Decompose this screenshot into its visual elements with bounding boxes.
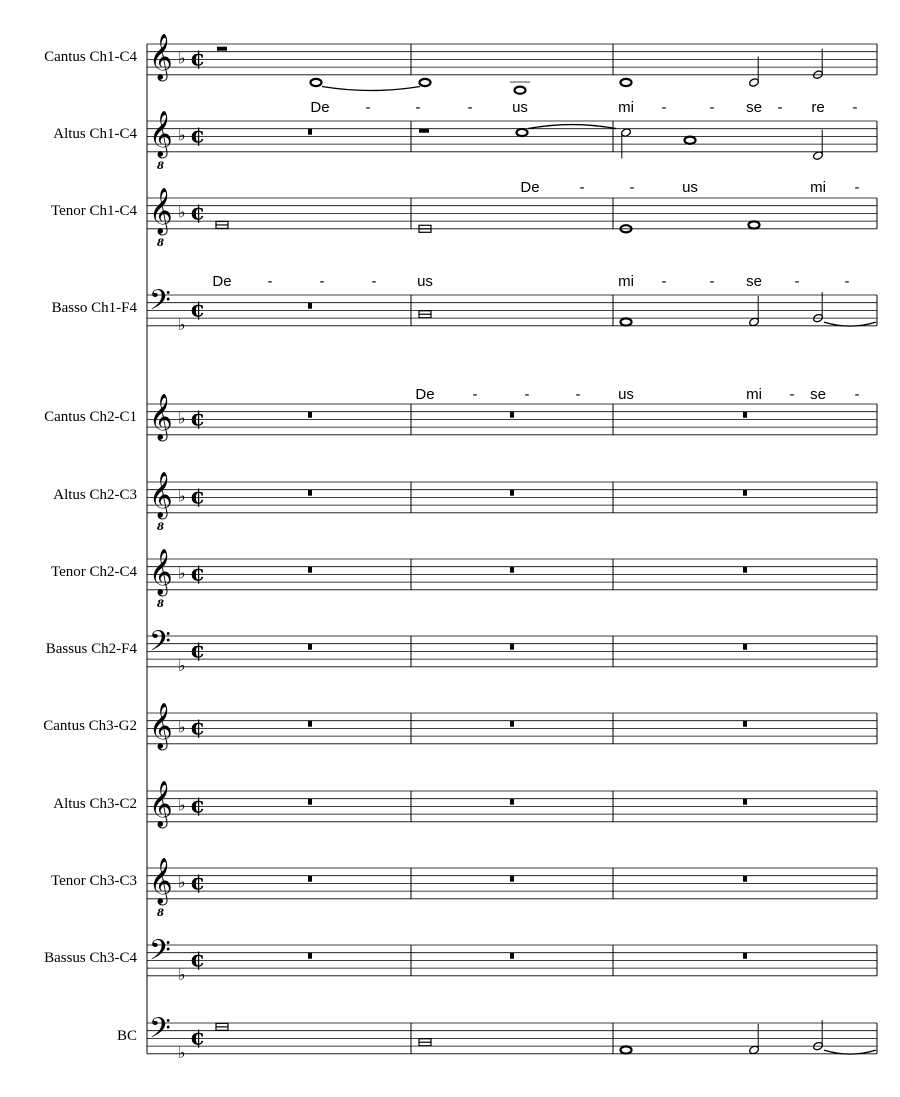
cut-time-icon: ¢ (190, 483, 206, 510)
staff-name-label: Altus Ch2-C3 (53, 487, 137, 504)
whole-rest (308, 644, 312, 650)
lyric-syllable: se (746, 273, 762, 290)
treble-clef-icon: 𝄞 (149, 781, 173, 828)
octave-below-marker-icon: 8 (157, 160, 164, 172)
bass-clef-icon: 𝄢 (149, 1012, 171, 1053)
whole-rest (510, 567, 514, 573)
treble-clef-icon: 𝄞 (149, 549, 173, 596)
cut-time-icon: ¢ (190, 946, 206, 973)
whole-rest (743, 799, 747, 805)
lyric-syllable: us (417, 273, 433, 290)
lyric-syllable: - (854, 179, 860, 196)
treble-clef-icon: 𝄞 (149, 472, 173, 519)
flat-sign-icon: ♭ (178, 795, 186, 815)
whole-rest (743, 953, 747, 959)
lyric-syllable: - (579, 179, 585, 196)
whole-rest (510, 876, 514, 882)
flat-sign-icon: ♭ (178, 125, 186, 145)
flat-sign-icon: ♭ (178, 655, 186, 675)
staff-name-label: Bassus Ch2-F4 (45, 641, 137, 658)
whole-rest (308, 799, 312, 805)
whole-note (685, 137, 696, 144)
whole-note (420, 79, 431, 86)
rest-bar (419, 129, 429, 133)
cut-time-icon: ¢ (190, 296, 206, 323)
lyric-syllable: De (520, 179, 540, 196)
flat-sign-icon: ♭ (178, 486, 186, 506)
tie (528, 125, 616, 129)
bass-clef-icon: 𝄢 (149, 625, 171, 666)
treble-clef-icon: 𝄞 (149, 188, 173, 235)
lyric-syllable: - (777, 99, 783, 116)
whole-rest (308, 129, 312, 135)
staff-name-label: Cantus Ch1-C4 (44, 49, 137, 66)
lyric-syllable: - (467, 99, 473, 116)
lyric-syllable: se (810, 386, 826, 403)
staff-name-label: Bassus Ch3-C4 (44, 950, 137, 967)
lyric-syllable: us (512, 99, 528, 116)
whole-note (621, 1046, 632, 1053)
whole-rest (308, 721, 312, 727)
flat-sign-icon: ♭ (178, 964, 186, 984)
whole-rest (743, 721, 747, 727)
whole-rest (308, 490, 312, 496)
staff-name-label: Altus Ch3-C2 (53, 796, 137, 813)
whole-note (621, 79, 632, 86)
whole-rest (743, 644, 747, 650)
lyric-syllable: - (319, 273, 325, 290)
whole-note (515, 87, 526, 94)
lyric-syllable: De (212, 273, 232, 290)
octave-below-marker-icon: 8 (157, 598, 164, 610)
lyric-syllable: - (267, 273, 273, 290)
lyric-syllable: - (709, 273, 715, 290)
whole-rest (510, 799, 514, 805)
whole-rest (743, 412, 747, 418)
whole-rest (510, 412, 514, 418)
lyric-syllable: - (661, 273, 667, 290)
lyric-syllable: - (371, 273, 377, 290)
lyric-syllable: se (746, 99, 762, 116)
tie (322, 87, 420, 91)
flat-sign-icon: ♭ (178, 1042, 186, 1062)
cut-time-icon: ¢ (190, 714, 206, 741)
whole-rest (510, 644, 514, 650)
treble-clef-icon: 𝄞 (149, 703, 173, 750)
staff-name-label: Basso Ch1-F4 (51, 300, 137, 317)
cut-time-icon: ¢ (190, 869, 206, 896)
treble-clef-icon: 𝄞 (149, 394, 173, 441)
lyric-syllable: - (575, 386, 581, 403)
lyric-syllable: - (794, 273, 800, 290)
whole-rest (308, 303, 312, 309)
treble-clef-icon: 𝄞 (149, 34, 173, 81)
cut-time-icon: ¢ (190, 199, 206, 226)
lyric-syllable: - (844, 273, 850, 290)
whole-rest (743, 490, 747, 496)
cut-time-icon: ¢ (190, 1024, 206, 1051)
cut-time-icon: ¢ (190, 637, 206, 664)
rest-bar (217, 47, 227, 51)
whole-rest (743, 876, 747, 882)
flat-sign-icon: ♭ (178, 48, 186, 68)
lyric-syllable: - (852, 99, 858, 116)
staff-name-label: Cantus Ch3-G2 (43, 718, 137, 735)
staff-name-label: Tenor Ch2-C4 (50, 564, 137, 581)
whole-rest (308, 412, 312, 418)
lyric-syllable: mi (618, 99, 634, 116)
lyric-syllable: us (618, 386, 634, 403)
octave-below-marker-icon: 8 (157, 521, 164, 533)
whole-note (517, 129, 528, 136)
whole-note (749, 221, 760, 228)
staff-name-label: Tenor Ch1-C4 (50, 203, 137, 220)
lyric-syllable: - (524, 386, 530, 403)
octave-below-marker-icon: 8 (157, 237, 164, 249)
bass-clef-icon: 𝄢 (149, 284, 171, 325)
lyric-syllable: mi (810, 179, 826, 196)
lyric-syllable: - (365, 99, 371, 116)
cut-time-icon: ¢ (190, 792, 206, 819)
flat-sign-icon: ♭ (178, 408, 186, 428)
flat-sign-icon: ♭ (178, 202, 186, 222)
lyric-syllable: - (472, 386, 478, 403)
treble-clef-icon: 𝄞 (149, 858, 173, 905)
whole-note (621, 318, 632, 325)
whole-rest (308, 567, 312, 573)
flat-sign-icon: ♭ (178, 717, 186, 737)
lyric-syllable: - (789, 386, 795, 403)
staff-name-label: Altus Ch1-C4 (53, 126, 137, 143)
treble-clef-icon: 𝄞 (149, 111, 173, 158)
cut-time-icon: ¢ (190, 560, 206, 587)
lyric-syllable: us (682, 179, 698, 196)
staff-name-label: Tenor Ch3-C3 (50, 873, 137, 890)
whole-rest (308, 876, 312, 882)
lyric-syllable: mi (746, 386, 762, 403)
lyric-syllable: - (629, 179, 635, 196)
lyric-syllable: re (811, 99, 825, 116)
lyric-syllable: - (854, 386, 860, 403)
lyric-syllable: - (661, 99, 667, 116)
flat-sign-icon: ♭ (178, 872, 186, 892)
whole-rest (743, 567, 747, 573)
octave-below-marker-icon: 8 (157, 907, 164, 919)
lyric-syllable: - (709, 99, 715, 116)
cut-time-icon: ¢ (190, 45, 206, 72)
flat-sign-icon: ♭ (178, 563, 186, 583)
cut-time-icon: ¢ (190, 122, 206, 149)
whole-rest (510, 721, 514, 727)
whole-rest (510, 490, 514, 496)
whole-rest (510, 953, 514, 959)
flat-sign-icon: ♭ (178, 314, 186, 334)
staff-name-label: BC (116, 1028, 137, 1045)
whole-rest (308, 953, 312, 959)
lyric-syllable: mi (618, 273, 634, 290)
staff-name-label: Cantus Ch2-C1 (44, 409, 137, 426)
cut-time-icon: ¢ (190, 405, 206, 432)
whole-note (311, 79, 322, 86)
lyric-syllable: De (415, 386, 435, 403)
lyric-syllable: - (415, 99, 421, 116)
lyric-syllable: De (310, 99, 330, 116)
bass-clef-icon: 𝄢 (149, 934, 171, 975)
